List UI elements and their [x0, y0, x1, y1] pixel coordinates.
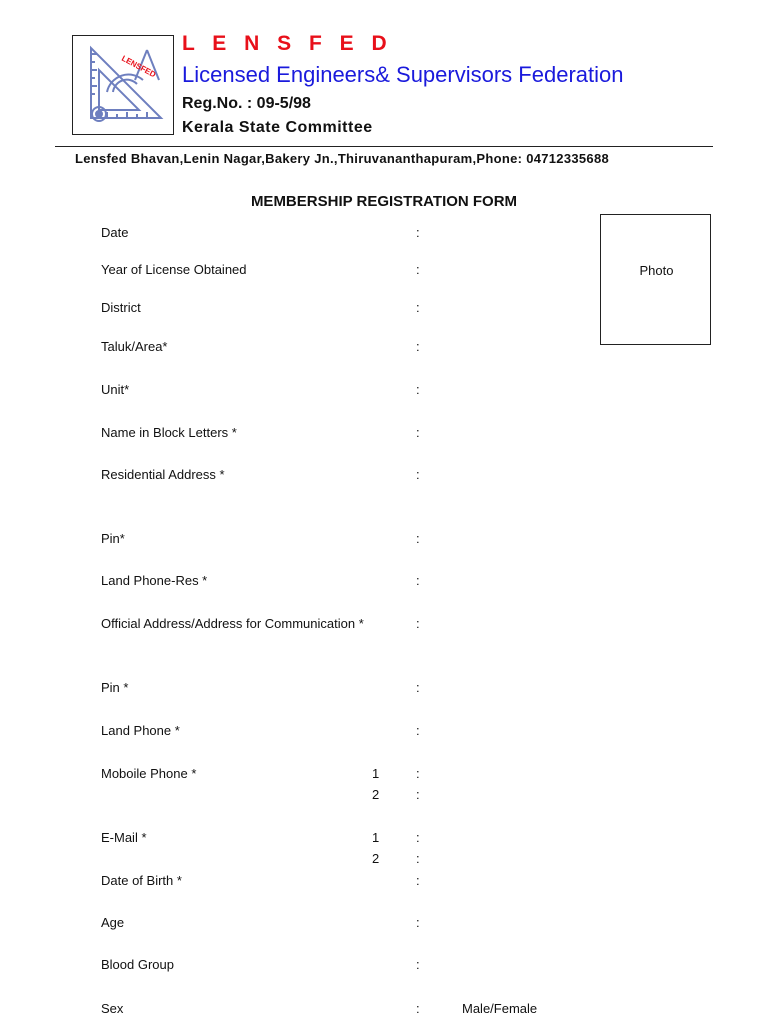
label-blood-group: Blood Group [101, 957, 174, 972]
colon: : [416, 531, 420, 546]
committee-name: Kerala State Committee [182, 119, 373, 136]
label-pin-official: Pin * [101, 680, 129, 695]
photo-box[interactable] [600, 214, 711, 345]
mobile-number-1: 1 [372, 766, 380, 781]
colon: : [416, 873, 420, 888]
header-divider [55, 146, 713, 147]
org-full-name: Licensed Engineers& Supervisors Federation [182, 62, 624, 87]
sex-value: Male/Female [462, 1001, 538, 1016]
label-year-license: Year of License Obtained [101, 262, 247, 277]
colon: : [416, 851, 420, 866]
label-date-of-birth: Date of Birth * [101, 873, 182, 888]
colon: : [416, 616, 420, 631]
colon: : [416, 262, 420, 277]
label-land-phone: Land Phone * [101, 723, 180, 738]
colon: : [416, 787, 420, 802]
photo-label: Photo [639, 263, 674, 278]
label-residential-address: Residential Address * [101, 467, 225, 482]
label-unit: Unit* [101, 382, 130, 397]
lensfed-emblem-icon [77, 40, 169, 130]
label-official-address: Official Address/Address for Communication * [101, 616, 364, 631]
colon: : [416, 225, 420, 240]
logo-lettering: LENSFED [120, 53, 158, 80]
label-age: Age [101, 915, 125, 930]
label-sex: Sex [101, 1001, 124, 1016]
mobile-number-2: 2 [372, 787, 380, 802]
label-mobile-phone: Moboile Phone * [101, 766, 197, 781]
colon: : [416, 830, 420, 845]
label-taluk: Taluk/Area* [101, 339, 168, 354]
org-short-name: L E N S F E D [182, 32, 393, 55]
colon: : [416, 467, 420, 482]
form-title-text: MEMBERSHIP REGISTRATION FORM [250, 193, 518, 210]
colon: : [416, 573, 420, 588]
email-number-2: 2 [372, 851, 380, 866]
label-land-phone-res: Land Phone-Res * [101, 573, 208, 588]
colon: : [416, 425, 420, 440]
form-title [0, 193, 768, 210]
colon: : [416, 680, 420, 695]
label-date: Date [101, 225, 129, 240]
label-district: District [101, 300, 141, 315]
label-email: E-Mail * [101, 830, 147, 845]
registration-number: Reg.No. : 09-5/98 [182, 95, 311, 112]
colon: : [416, 339, 420, 354]
email-number-1: 1 [372, 830, 380, 845]
colon: : [416, 766, 420, 781]
label-pin-res: Pin* [101, 531, 125, 546]
colon: : [416, 300, 420, 315]
lensfed-logo [72, 35, 174, 135]
address-line: Lensfed Bhavan,Lenin Nagar,Bakery Jn.,Thiruvananthapuram,Phone: 04712335688 [75, 151, 610, 166]
colon: : [416, 382, 420, 397]
colon: : [416, 915, 420, 930]
colon: : [416, 957, 420, 972]
colon: : [416, 723, 420, 738]
colon: : [416, 1001, 420, 1016]
label-name: Name in Block Letters * [101, 425, 237, 440]
